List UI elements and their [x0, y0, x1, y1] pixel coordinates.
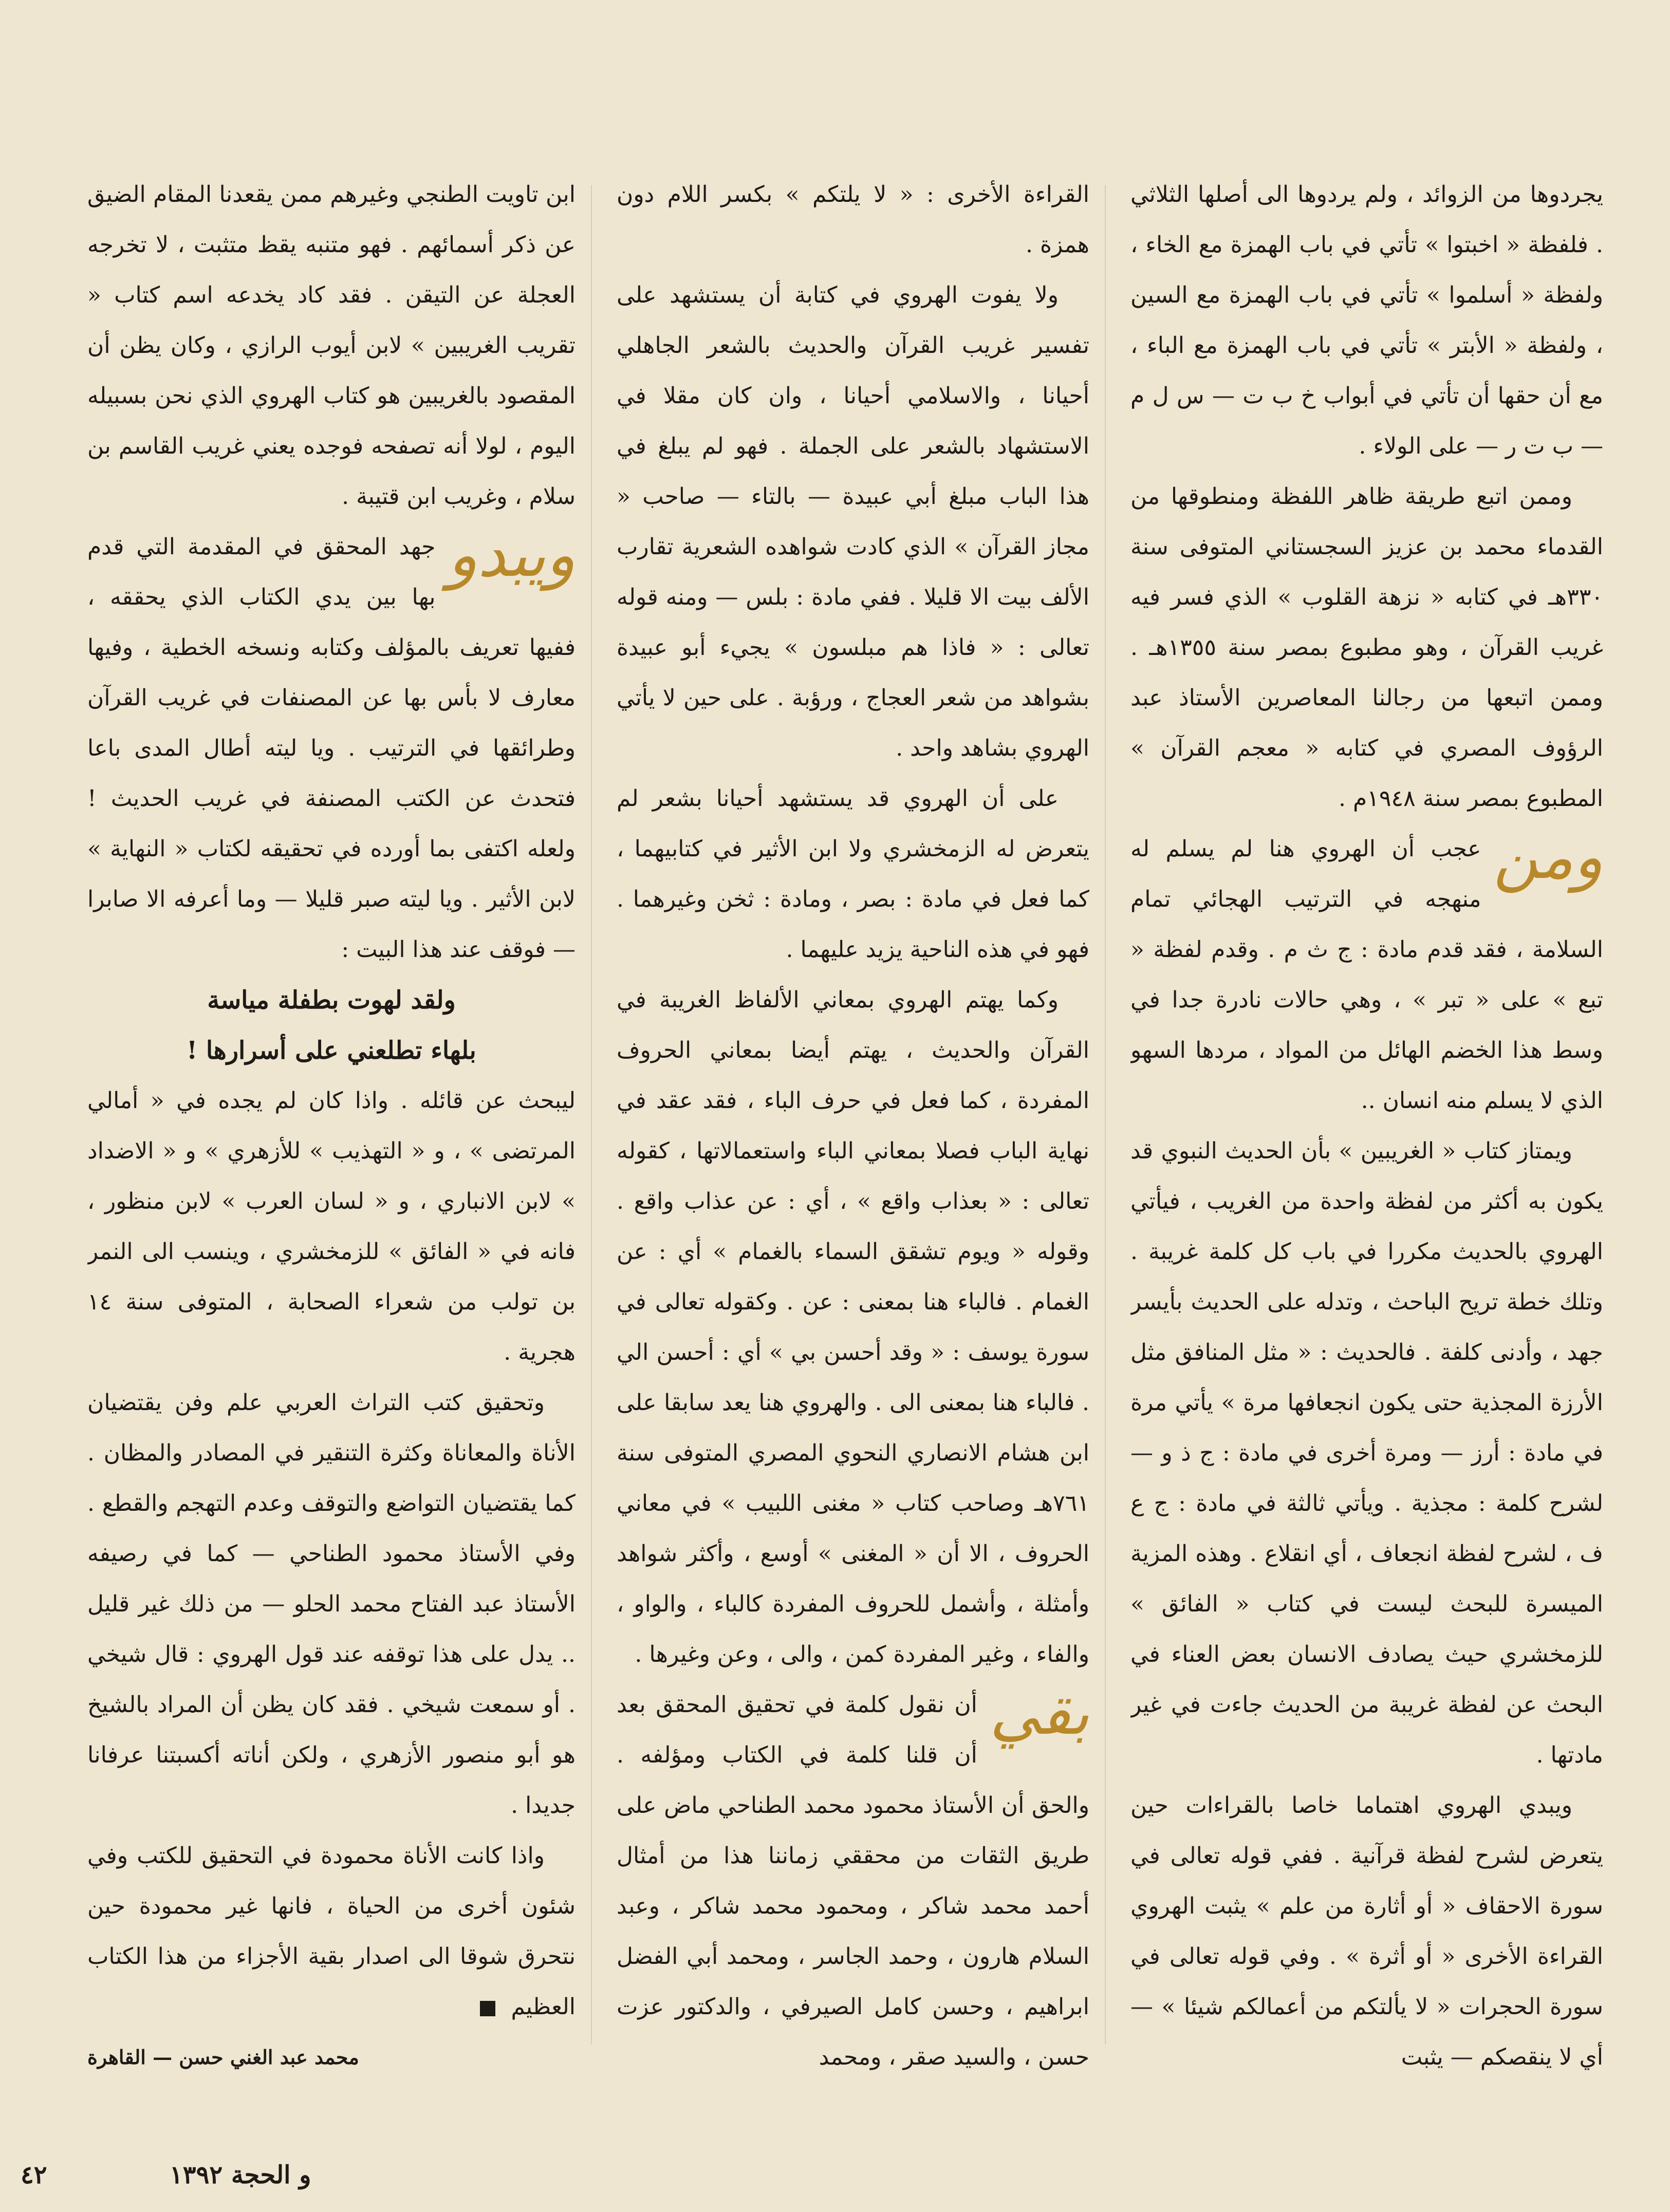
- paragraph: ولا يفوت الهروي في كتابة أن يستشهد على تفسير غريب القرآن والحديث بالشعر الجاهلي أحيانا ، والاسلامي أحيانا ، وان كان مقلا في الاستشهاد بالشعر على الجملة . فهو لم يبلغ في هذا الباب مبلغ أبي عبيدة — بالتاء — صاحب « مجاز القرآن » الذي كادت شواهده الشعرية تقارب الألف بيت الا قليلا . ففي مادة : بلس — ومنه قوله تعالى : « فاذا هم مبلسون » يجيء أبو عبيدة بشواهد من شعر العجاج ، ورؤبة . على حين لا يأتي الهروي بشاهد واحد .: [617, 282, 1089, 761]
- paragraph: ابن تاويت الطنجي وغيرهم ممن يقعدنا المقام الضيق عن ذكر أسمائهم . فهو متنبه يقظ متثبت ، لا تخرجه العجلة عن التيقن . فقد كاد يخدعه اسم كتاب « تقريب الغريبين » لابن أيوب الرازي ، وكان يظن أن المقصود بالغريبين هو كتاب الهروي الذي نحن بسبيله اليوم ، لولا أنه تصفحه فوجده يعني غريب القاسم بن سلام ، وغريب ابن قتيبة .: [87, 181, 576, 510]
- paragraph: ومن عجب أن الهروي هنا لم يسلم له منهجه في الترتيب الهجائي تمام السلامة ، فقد قدم مادة : ج ث م . وقدم لفظة « تبع » على « تبر » ، وهي حالات نادرة جدا في وسط هذا الخضم الهائل من المواد ، مردها السهو الذي لا يسلم منه انسان ..: [1130, 821, 1603, 1114]
- page-footer: [0, 2161, 1670, 2202]
- paragraph: بقي أن نقول كلمة في تحقيق المحقق بعد أن قلنا كلمة في الكتاب ومؤلفه . والحق أن الأستاذ محمود محمد الطناحي ماض على طريق الثقات من محققي زماننا هذا من أمثال أحمد محمد شاكر ، ومحمود محمد شاكر ، وعبد السلام هارون ، وحمد الجاسر ، ومحمد أبي الفضل ابراهيم ، وحسن كامل الصيرفي ، والدكتور عزت حسن ، والسيد صقر ، ومحمد: [617, 1677, 1089, 2070]
- verse-line-2: بلهاء تطلعني على أسرارها !: [187, 1036, 476, 1065]
- paragraph: وتحقيق كتب التراث العربي علم وفن يقتضيان الأناة والمعاناة وكثرة التنقير في المصادر والمظان . كما يقتضيان التواضع والتوقف وعدم التهجم والقطع . وفي الأستاذ محمود الطناحي — كما في رصيفه الأستاذ عبد الفتاح محمد الحلو — من ذلك غير قليل .. يدل على هذا توقفه عند قول الهروي : قال شيخي . أو سمعت شيخي . فقد كان يظن أن المراد بالشيخ هو أبو منصور الأزهري ، ولكن أناته أكسبتنا عرفانا جديدا .: [87, 1390, 576, 1819]
- paragraph: واذا كانت الأناة محمودة في التحقيق للكتب وفي شئون أخرى من الحياة ، فانها غير محمودة حين نتحرق شوقا الى اصدار بقية الأجزاء من هذا الكتاب العظيم: [87, 1843, 576, 2020]
- paragraph: ليبحث عن قائله . واذا كان لم يجده في « أمالي المرتضى » ، و « التهذيب » للأزهري » و « الاضداد » لابن الانباري ، و « لسان العرب » لابن منظور ، فانه في « الفائق » للزمخشري ، وينسب الى النمر بن تولب من شعراء الصحابة ، المتوفى سنة ١٤ هجرية .: [87, 1088, 576, 1365]
- page-number: ٤٢: [21, 2161, 47, 2189]
- paragraph: على أن الهروي قد يستشهد أحيانا بشعر لم يتعرض له الزمخشري ولا ابن الأثير في كتابيهما ، كما فعل في مادة : بصر ، ومادة : ثخن وغيرهما . فهو في هذه الناحية يزيد عليهما .: [617, 785, 1089, 963]
- column-middle: [617, 170, 1089, 2070]
- paragraph: وممن اتبع طريقة ظاهر اللفظة ومنطوقها من القدماء محمد بن عزيز السجستاني المتوفى سنة ٣٣٠هـ في كتابه « نزهة القلوب » الذي فسر فيه غريب القرآن ، وهو مطبوع بمصر سنة ١٣٥٥هـ . وممن اتبعها من رجالنا المعاصرين الأستاذ عبد الرؤوف المصري في كتابه « معجم القرآن » المطبوع بمصر سنة ١٩٤٨م .: [1130, 483, 1603, 812]
- issue-date: و الحجة ١٣٩٢: [170, 2161, 311, 2189]
- paragraph: وكما يهتم الهروي بمعاني الألفاظ الغريبة في القرآن والحديث ، يهتم أيضا بمعاني الحروف المفردة ، كما فعل في حرف الباء ، فقد عقد في نهاية الباب فصلا بمعاني الباء واستعمالاتها ، كقوله تعالى : « بعذاب واقع » ، أي : عن عذاب واقع . وقوله « ويوم تشقق السماء بالغمام » أي : عن الغمام . فالباء هنا بمعنى : عن . وكقوله تعالى في سورة يوسف : « وقد أحسن بي » أي : أحسن الي . فالباء هنا بمعنى الى . والهروي هنا يعد سابقا على ابن هشام الانصاري النحوي المصري المتوفى سنة ٧٦١هـ وصاحب كتاب « مغنى اللبيب » في معاني الحروف ، الا أن « المغنى » أوسع ، وأكثر شواهد وأمثلة ، وأشمل للحروف المفردة كالباء ، والواو ، والفاء ، وغير المفردة كمن ، والى ، وعن وغيرها .: [617, 987, 1089, 1667]
- paragraph: القراءة الأخرى : « لا يلتكم » بكسر اللام دون همزة .: [617, 181, 1089, 258]
- decorative-initial: بقي: [989, 1677, 1089, 1749]
- column-separator: [591, 185, 592, 2045]
- decorative-initial: ومن: [1493, 821, 1603, 893]
- paragraph: ويمتاز كتاب « الغريبين » بأن الحديث النبوي قد يكون به أكثر من لفظة واحدة من الغريب ، فيأتي الهروي بالحديث مكررا في باب كل كلمة غريبة . وتلك خطة تريح الباحث ، وتدله على الحديث بأيسر جهد ، وأدنى كلفة . فالحديث : « مثل المنافق مثل الأرزة المجذية حتى يكون انجعافها مرة » يأتي مرة في مادة : أرز — ومرة أخرى في مادة : ج ذ و — لشرح كلمة : مجذية . ويأتي ثالثة في مادة : ج ع ف ، لشرح لفظة انجعاف ، أي انقلاع . وهذه المزية الميسرة للبحث ليست في كتاب « الفائق » للزمخشري حيث يصادف الانسان بعض العناء في البحث عن لفظة غريبة من الحديث جاءت في غير مادتها .: [1130, 1138, 1603, 1768]
- column-right: [1130, 170, 1603, 2070]
- paragraph: ويبدو جهد المحقق في المقدمة التي قدم بها بين يدي الكتاب الذي يحققه ، ففيها تعريف بالمؤلف وكتابه ونسخه الخطية ، وفيها معارف لا بأس بها عن المصنفات في غريب القرآن وطرائقها في الترتيب . ويا ليته أطال المدى باعا فتحدث عن الكتب المصنفة في غريب الحديث ! ولعله اكتفى بما أورده في تحقيقه لكتاب « النهاية » لابن الأثير . ويا ليته صبر قليلا — وما أعرفه الا صابرا — فوقف عند هذا البيت :: [87, 519, 576, 963]
- end-mark-icon: [480, 2001, 495, 2016]
- column-left: [87, 170, 576, 2070]
- paragraph: يجردوها من الزوائد ، ولم يردوها الى أصلها الثلاثي . فلفظة « اخبتوا » تأتي في باب الهمزة مع الخاء ، ولفظة « أسلموا » تأتي في باب الهمزة مع السين ، ولفظة « الأبتر » تأتي في باب الهمزة مع الباء ، مع أن حقها أن تأتي في أبواب خ ب ت — س ل م — ب ت ر — على الولاء .: [1130, 181, 1603, 459]
- verse-line-1: ولقد لهوت بطفلة مياسة: [207, 986, 456, 1015]
- column-separator: [1105, 185, 1106, 2045]
- paragraph: ويبدي الهروي اهتماما خاصا بالقراءات حين يتعرض لشرح لفظة قرآنية . ففي قوله تعالى في سورة الاحقاف « أو أثارة من علم » يثبت الهروي القراءة الأخرى « أو أثرة » . وفي قوله تعالى في سورة الحجرات « لا يألتكم من أعمالكم شيئا » — أي لا ينقصكم — يثبت: [1130, 1792, 1603, 2070]
- decorative-initial: ويبدو: [448, 519, 576, 591]
- author-signature: محمد عبد الغني حسن — القاهرة: [87, 2046, 359, 2069]
